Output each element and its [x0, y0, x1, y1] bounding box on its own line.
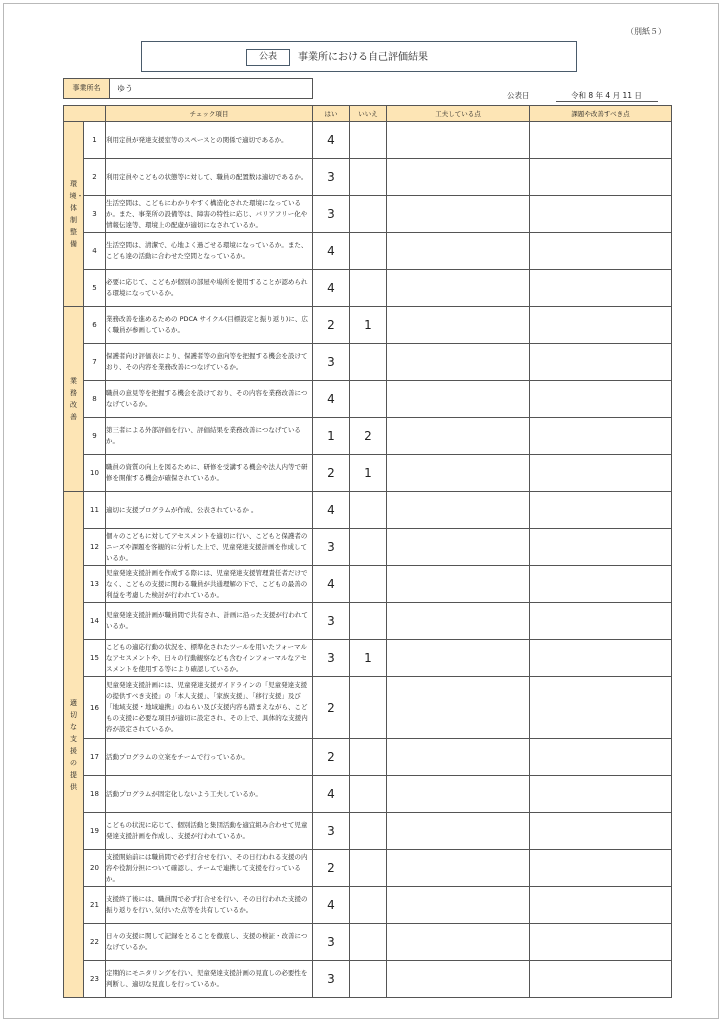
item-number: 13	[84, 566, 106, 603]
column-header-improve: 課題や改善すべき点	[530, 106, 672, 122]
category-cell	[64, 307, 84, 492]
improve-cell	[530, 887, 672, 924]
column-header-no: いいえ	[350, 106, 387, 122]
no-count	[350, 566, 387, 603]
table-row	[64, 418, 672, 455]
item-number: 11	[84, 492, 106, 529]
item-number: 16	[84, 677, 106, 739]
effort-cell	[387, 603, 530, 640]
item-number: 12	[84, 529, 106, 566]
effort-cell	[387, 270, 530, 307]
no-count	[350, 492, 387, 529]
yes-count: 3	[313, 961, 350, 998]
effort-cell	[387, 640, 530, 677]
yes-count: 3	[313, 196, 350, 233]
no-count: 2	[350, 418, 387, 455]
effort-cell	[387, 122, 530, 159]
table-row	[64, 455, 672, 492]
yes-count: 2	[313, 455, 350, 492]
improve-cell	[530, 776, 672, 813]
yes-count: 4	[313, 492, 350, 529]
check-item-text: 活動プログラムの立案をチームで行っているか。	[106, 739, 313, 776]
table-row	[64, 961, 672, 998]
check-item-text: 支援終了後には、職員間で必ず打合せを行い、その日行われた支援の振り返りを行い､気付いた点等を共有しているか。	[106, 887, 313, 924]
no-count	[350, 196, 387, 233]
improve-cell	[530, 924, 672, 961]
no-count	[350, 159, 387, 196]
improve-cell	[530, 529, 672, 566]
yes-count: 3	[313, 640, 350, 677]
no-count	[350, 813, 387, 850]
check-item-text: 必要に応じて、こどもが個別の部屋や場所を使用することが認められる環境になっているか。	[106, 270, 313, 307]
no-count	[350, 887, 387, 924]
page-title: 事業所における自己評価結果	[298, 52, 428, 63]
item-number: 7	[84, 344, 106, 381]
effort-cell	[387, 776, 530, 813]
no-count: 1	[350, 455, 387, 492]
no-count	[350, 122, 387, 159]
column-header-check: チェック項目	[106, 106, 313, 122]
yes-count: 2	[313, 850, 350, 887]
effort-cell	[387, 344, 530, 381]
table-row	[64, 529, 672, 566]
category-label: 適切な支援の提供	[70, 698, 77, 791]
table-row	[64, 776, 672, 813]
improve-cell	[530, 813, 672, 850]
table-header-row	[64, 106, 672, 122]
check-item-text: 生活空間は、清潔で、心地よく過ごせる環境になっているか。また、こども達の活動に合わせた空間となっているか。	[106, 233, 313, 270]
item-number: 22	[84, 924, 106, 961]
table-row	[64, 381, 672, 418]
no-count	[350, 850, 387, 887]
yes-count: 3	[313, 529, 350, 566]
yes-count: 3	[313, 603, 350, 640]
check-item-text: 生活空間は、こどもにわかりやすく構造化された環境になっているか。また、事業所の設備等は、障害の特性に応じ、バリアフリー化や情報伝達等、環境上の配慮が適切になされているか。	[106, 196, 313, 233]
check-item-text: 保護者向け評価表により、保護者等の意向等を把握する機会を設けており、その内容を業務改善につなげているか。	[106, 344, 313, 381]
table-row	[64, 122, 672, 159]
yes-count: 4	[313, 776, 350, 813]
item-number: 14	[84, 603, 106, 640]
table-row	[64, 850, 672, 887]
table-row	[64, 233, 672, 270]
check-item-text: 業務改善を進めるための PDCA サイクル(目標設定と振り返り)に、広く職員が参画しているか。	[106, 307, 313, 344]
check-item-text: こどもの状況に応じて、個別活動と集団活動を適宜組み合わせて児童発達支援計画を作成し、支援が行われているか。	[106, 813, 313, 850]
item-number: 10	[84, 455, 106, 492]
evaluation-table	[63, 105, 672, 998]
table-row	[64, 813, 672, 850]
improve-cell	[530, 677, 672, 739]
item-number: 23	[84, 961, 106, 998]
table-row	[64, 196, 672, 233]
column-header-yes: はい	[313, 106, 350, 122]
no-count	[350, 603, 387, 640]
table-row	[64, 677, 672, 739]
item-number: 2	[84, 159, 106, 196]
yes-count: 4	[313, 566, 350, 603]
column-header-effort: 工夫している点	[387, 106, 530, 122]
effort-cell	[387, 381, 530, 418]
item-number: 4	[84, 233, 106, 270]
effort-cell	[387, 813, 530, 850]
item-number: 9	[84, 418, 106, 455]
annex-label: （別紙５）	[626, 27, 666, 36]
yes-count: 2	[313, 677, 350, 739]
publish-date-value: 令和 8 年 4 月 11 日	[556, 90, 658, 102]
table-row	[64, 344, 672, 381]
improve-cell	[530, 492, 672, 529]
table-row	[64, 566, 672, 603]
check-item-text: 利用定員やこどもの状態等に対して、職員の配置数は適切であるか。	[106, 159, 313, 196]
no-count: 1	[350, 640, 387, 677]
effort-cell	[387, 196, 530, 233]
effort-cell	[387, 492, 530, 529]
title-box	[141, 41, 577, 72]
table-row	[64, 603, 672, 640]
improve-cell	[530, 739, 672, 776]
item-number: 15	[84, 640, 106, 677]
item-number: 20	[84, 850, 106, 887]
check-item-text: 児童発達支援計画が職員間で共有され、計画に沿った支援が行われているか。	[106, 603, 313, 640]
effort-cell	[387, 455, 530, 492]
effort-cell	[387, 159, 530, 196]
table-row	[64, 739, 672, 776]
effort-cell	[387, 233, 530, 270]
effort-cell	[387, 739, 530, 776]
item-number: 17	[84, 739, 106, 776]
office-name-box	[63, 78, 313, 99]
effort-cell	[387, 418, 530, 455]
table-row	[64, 640, 672, 677]
check-item-text: 児童発達支援計画には、児童発達支援ガイドラインの「児童発達支援の提供すべき支援」の「本人支援」、「家族支援」、「移行支援」及び「地域支援・地域連携」のねらい及び支援内容も踏まえながら、こどもの支援に必要な項目が適切に設定され、その上で、具体的な支援内容が設定されているか。	[106, 677, 313, 739]
check-item-text: 職員の意見等を把握する機会を設けており、その内容を業務改善につなげているか。	[106, 381, 313, 418]
improve-cell	[530, 344, 672, 381]
no-count	[350, 776, 387, 813]
check-item-text: 活動プログラムが固定化しないよう工夫しているか。	[106, 776, 313, 813]
improve-cell	[530, 196, 672, 233]
yes-count: 4	[313, 233, 350, 270]
header-blank	[64, 106, 106, 122]
category-cell	[64, 492, 84, 998]
check-item-text: 日々の支援に関して記録をとることを徹底し、支援の検証・改善につなげているか。	[106, 924, 313, 961]
effort-cell	[387, 924, 530, 961]
no-count	[350, 344, 387, 381]
item-number: 1	[84, 122, 106, 159]
category-cell	[64, 122, 84, 307]
table-row	[64, 492, 672, 529]
improve-cell	[530, 270, 672, 307]
item-number: 21	[84, 887, 106, 924]
check-item-text: 第三者による外部評価を行い、評価結果を業務改善につなげているか。	[106, 418, 313, 455]
check-item-text: 児童発達支援計画を作成する際には、児童発達支援管理責任者だけでなく、こどもの支援に関わる職員が共通理解の下で、こどもの最善の利益を考慮した検討が行われているか。	[106, 566, 313, 603]
item-number: 8	[84, 381, 106, 418]
check-item-text: 定期的にモニタリングを行い、児童発達支援計画の見直しの必要性を判断し、適切な見直しを行っているか。	[106, 961, 313, 998]
table-row	[64, 159, 672, 196]
office-label: 事業所名	[64, 79, 110, 98]
yes-count: 4	[313, 381, 350, 418]
improve-cell	[530, 307, 672, 344]
effort-cell	[387, 566, 530, 603]
no-count	[350, 677, 387, 739]
improve-cell	[530, 418, 672, 455]
item-number: 5	[84, 270, 106, 307]
yes-count: 3	[313, 159, 350, 196]
check-item-text: 支援開始前には職員間で必ず打合せを行い、その日行われる支援の内容や役割分担について確認し、チームで連携して支援を行っているか。	[106, 850, 313, 887]
improve-cell	[530, 961, 672, 998]
yes-count: 2	[313, 739, 350, 776]
check-item-text: 職員の資質の向上を図るために、研修を受講する機会や法人内等で研修を開催する機会が確保されているか。	[106, 455, 313, 492]
yes-count: 4	[313, 887, 350, 924]
effort-cell	[387, 529, 530, 566]
yes-count: 3	[313, 344, 350, 381]
effort-cell	[387, 307, 530, 344]
improve-cell	[530, 122, 672, 159]
table-row	[64, 270, 672, 307]
item-number: 19	[84, 813, 106, 850]
no-count	[350, 739, 387, 776]
no-count	[350, 961, 387, 998]
no-count	[350, 381, 387, 418]
no-count	[350, 529, 387, 566]
no-count	[350, 924, 387, 961]
yes-count: 2	[313, 307, 350, 344]
category-label: 業務改善	[70, 377, 77, 421]
yes-count: 3	[313, 924, 350, 961]
yes-count: 4	[313, 122, 350, 159]
check-item-text: 適切に支援プログラムが作成、公表されているか 。	[106, 492, 313, 529]
effort-cell	[387, 677, 530, 739]
check-item-text: こどもの適応行動の状況を、標準化されたツールを用いたフォーマルなアセスメントや、日々の行動観察なども含むインフォーマルなアセスメントを使用する等により確認しているか。	[106, 640, 313, 677]
public-badge: 公表	[246, 49, 290, 66]
item-number: 18	[84, 776, 106, 813]
check-item-text: 利用定員が発達支援室等のスペースとの関係で適切であるか。	[106, 122, 313, 159]
item-number: 3	[84, 196, 106, 233]
no-count: 1	[350, 307, 387, 344]
office-value: ゆう	[117, 84, 133, 93]
improve-cell	[530, 233, 672, 270]
improve-cell	[530, 566, 672, 603]
item-number: 6	[84, 307, 106, 344]
improve-cell	[530, 455, 672, 492]
effort-cell	[387, 850, 530, 887]
yes-count: 4	[313, 270, 350, 307]
effort-cell	[387, 961, 530, 998]
yes-count: 1	[313, 418, 350, 455]
category-label: 環境・体制整備	[69, 180, 84, 248]
improve-cell	[530, 850, 672, 887]
yes-count: 3	[313, 813, 350, 850]
publish-date-label: 公表日	[507, 91, 530, 100]
table-row	[64, 887, 672, 924]
improve-cell	[530, 603, 672, 640]
no-count	[350, 270, 387, 307]
improve-cell	[530, 159, 672, 196]
check-item-text: 個々のこどもに対してアセスメントを適切に行い、こどもと保護者のニーズや課題を客観的に分析した上で、児童発達支援計画を作成しているか。	[106, 529, 313, 566]
table-row	[64, 924, 672, 961]
table-row	[64, 307, 672, 344]
no-count	[350, 233, 387, 270]
improve-cell	[530, 640, 672, 677]
effort-cell	[387, 887, 530, 924]
improve-cell	[530, 381, 672, 418]
